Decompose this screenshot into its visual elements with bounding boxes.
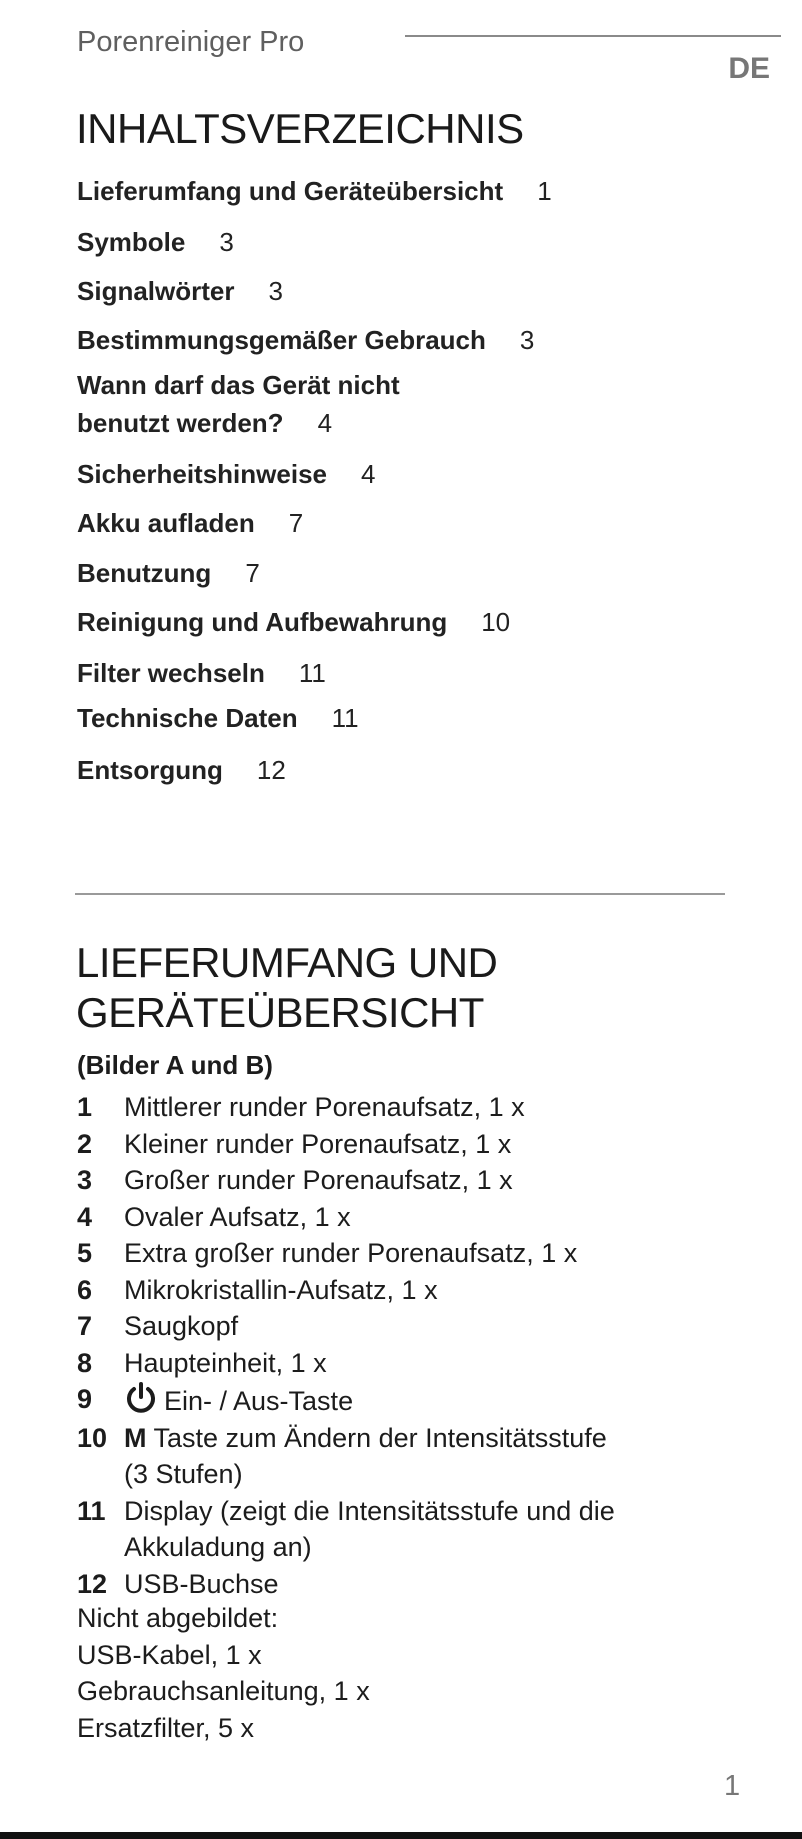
- list-item: [77, 1381, 615, 1420]
- toc-label: Bestimmungsgemäßer Gebrauch: [77, 325, 486, 355]
- item-number: 12: [77, 1568, 108, 1599]
- toc-label: Entsorgung: [77, 755, 223, 785]
- product-name: Porenreiniger Pro: [77, 26, 305, 58]
- list-item: [77, 1493, 615, 1566]
- list-item: [77, 1126, 615, 1163]
- toc-page: 7: [245, 558, 260, 588]
- list-item: [77, 1272, 615, 1309]
- toc-item[interactable]: [77, 172, 552, 210]
- item-text: Ovaler Aufsatz, 1 x: [124, 1201, 351, 1232]
- item-text-cont: (3 Stufen): [124, 1459, 243, 1489]
- toc-label: Reinigung und Aufbewahrung: [77, 607, 448, 637]
- toc-label: Lieferumfang und Geräteübersicht: [77, 176, 504, 206]
- item-number: 4: [77, 1201, 93, 1232]
- section-subtitle: (Bilder A und B): [77, 1050, 273, 1080]
- toc-label: Benutzung: [77, 558, 212, 588]
- toc-label: Filter wechseln: [77, 658, 265, 688]
- toc-item[interactable]: [77, 504, 303, 542]
- toc-page: 4: [317, 408, 333, 438]
- item-text: Taste zum Ändern der Intensitätsstufe: [153, 1422, 607, 1453]
- toc-label: Wann darf das Gerät nicht: [77, 370, 400, 400]
- section-title-line2: GERÄTEÜBERSICHT: [76, 989, 484, 1036]
- section-title: [76, 938, 497, 1038]
- language-tag: DE: [728, 52, 770, 85]
- item-number: 5: [77, 1238, 93, 1268]
- section-title-line1: LIEFERUMFANG UND: [76, 939, 498, 986]
- page-number: 1: [724, 1770, 741, 1802]
- toc-title: INHALTSVERZEICHNIS: [76, 105, 524, 152]
- toc-page: 10: [481, 607, 511, 637]
- item-text: Mikrokristallin-Aufsatz, 1 x: [124, 1274, 438, 1305]
- toc-item[interactable]: [77, 654, 326, 692]
- list-item: [77, 1235, 615, 1272]
- not-shown-label: Nicht abgebildet:: [77, 1603, 279, 1633]
- toc-page: 12: [256, 755, 286, 785]
- header-rule: [405, 35, 781, 37]
- item-text: Ein- / Aus-Taste: [164, 1386, 354, 1416]
- toc-label: Signalwörter: [77, 276, 235, 306]
- toc-page: 1: [537, 176, 552, 206]
- toc-item[interactable]: [77, 455, 375, 493]
- power-icon: [124, 1381, 158, 1415]
- item-text: Haupteinheit, 1 x: [124, 1347, 327, 1378]
- item-text: Kleiner runder Porenaufsatz, 1 x: [124, 1128, 512, 1159]
- list-item: [77, 1308, 615, 1345]
- not-shown-item: Ersatzfilter, 5 x: [77, 1712, 255, 1743]
- toc-item[interactable]: [77, 699, 359, 737]
- toc-page: 3: [519, 325, 535, 355]
- item-number: 6: [77, 1274, 93, 1305]
- toc-page: 3: [268, 276, 283, 306]
- item-number: 3: [77, 1165, 93, 1195]
- toc-item[interactable]: [77, 321, 534, 359]
- toc-label: Sicherheitshinweise: [77, 459, 327, 489]
- list-item: [77, 1566, 615, 1603]
- item-number: 7: [77, 1311, 93, 1341]
- not-shown-item: USB-Kabel, 1 x: [77, 1639, 262, 1670]
- toc-page: 4: [360, 459, 376, 489]
- toc-item[interactable]: [77, 751, 286, 789]
- toc-page: 3: [219, 227, 234, 257]
- item-text: Extra großer runder Porenaufsatz, 1 x: [124, 1238, 578, 1268]
- not-shown-list: [77, 1600, 370, 1746]
- toc-label: Akku aufladen: [77, 508, 255, 538]
- item-text: Mittlerer runder Porenaufsatz, 1 x: [124, 1092, 525, 1122]
- item-text: Saugkopf: [124, 1311, 239, 1341]
- toc-page: 7: [288, 508, 304, 538]
- item-number: 11: [77, 1495, 106, 1526]
- toc-item[interactable]: [77, 603, 510, 641]
- page-bottom-edge: [0, 1832, 802, 1839]
- toc-page: 11: [331, 703, 359, 733]
- item-text: Display (zeigt die Intensitätsstufe und die: [124, 1495, 615, 1526]
- item-number: 8: [77, 1347, 93, 1378]
- toc-item[interactable]: [77, 366, 400, 442]
- toc-item[interactable]: [77, 272, 283, 310]
- not-shown-item: Gebrauchsanleitung, 1 x: [77, 1676, 370, 1706]
- toc-label: Symbole: [77, 227, 186, 257]
- list-item: [77, 1089, 615, 1126]
- item-number: 10: [77, 1422, 108, 1453]
- list-item: [77, 1199, 615, 1236]
- item-text: Großer runder Porenaufsatz, 1 x: [124, 1165, 513, 1195]
- toc-label: Technische Daten: [77, 703, 298, 733]
- toc-item[interactable]: [77, 223, 234, 261]
- item-text: USB-Buchse: [124, 1568, 279, 1599]
- item-number: 1: [77, 1092, 93, 1122]
- item-number: 9: [77, 1384, 93, 1414]
- toc-item[interactable]: [77, 554, 260, 592]
- toc-page: 11: [298, 658, 326, 688]
- toc-label-cont: benutzt werden?: [77, 408, 284, 438]
- item-text-cont: Akkuladung an): [124, 1532, 312, 1562]
- list-item: [77, 1420, 615, 1493]
- list-item: [77, 1345, 615, 1382]
- item-number: 2: [77, 1128, 93, 1159]
- list-item: [77, 1162, 615, 1199]
- section-divider: [75, 893, 725, 895]
- parts-list: [77, 1089, 615, 1602]
- m-key-label: M: [124, 1422, 147, 1453]
